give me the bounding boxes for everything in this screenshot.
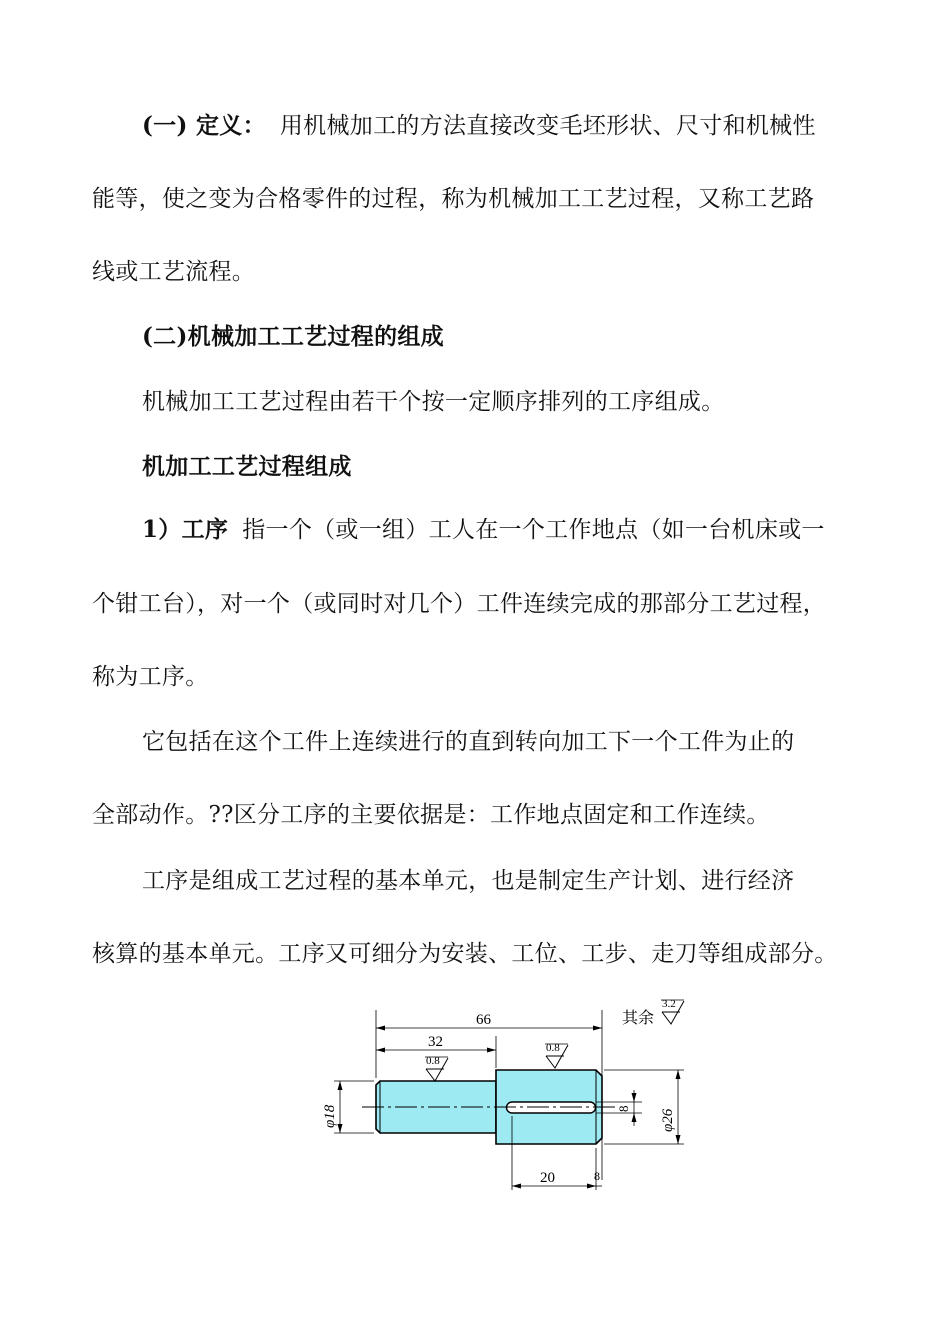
dia-small-label: φ18	[322, 1104, 338, 1128]
procedure-text-1: 指一个（或一组）工人在一个工作地点（如一台机床或一	[242, 517, 825, 543]
dim-slot-end-label: 8	[594, 1169, 600, 1183]
dim-slot-length-label: 20	[540, 1170, 555, 1186]
paragraph-definition-line-1	[142, 111, 862, 141]
definition-text-3: 线或工艺流程。	[92, 259, 256, 285]
rest-note-label: 其余	[622, 1010, 655, 1027]
dim-total-label: 66	[476, 1012, 491, 1028]
procedure-line-1	[142, 515, 862, 545]
definition-heading: (一) 定义：	[142, 112, 266, 139]
roughness-value-small: 0.8	[426, 1055, 440, 1067]
process-composition-heading: 机加工工艺过程组成	[142, 453, 352, 480]
procedure-label: 1）工序	[142, 516, 229, 543]
roughness-value-large: 0.8	[546, 1042, 560, 1054]
paragraph-5-line-1: 它包括在这个工件上连续进行的直到转向加工下一个工件为止的	[142, 729, 795, 755]
dia-large-label: φ26	[660, 1108, 676, 1132]
procedure-text-2: 个钳工台），对一个（或同时对几个）工件连续完成的那部分工艺过程，	[92, 591, 827, 617]
shaft-drawing	[300, 990, 720, 1200]
dim-small-length-label: 32	[428, 1034, 443, 1050]
composition-text: 机械加工工艺过程由若干个按一定顺序排列的工序组成。	[142, 389, 725, 415]
definition-text-1: 用机械加工的方法直接改变毛坯形状、尺寸和机械性	[279, 113, 816, 139]
paragraph-5-line-2: 全部动作。??区分工序的主要依据是：工作地点固定和工作连续。	[92, 802, 770, 828]
paragraph-6-line-2: 核算的基本单元。工序又可细分为安装、工位、工步、走刀等组成部分。	[92, 941, 838, 967]
roughness-value-general: 3.2	[662, 998, 676, 1010]
composition-heading: (二)机械加工工艺过程的组成	[142, 323, 444, 350]
paragraph-6-line-1: 工序是组成工艺过程的基本单元，也是制定生产计划、进行经济	[142, 868, 795, 894]
dim-slot-width-label: 8	[616, 1105, 631, 1112]
procedure-text-3: 称为工序。	[92, 664, 209, 690]
keyway-slot	[507, 1102, 596, 1113]
definition-text-2: 能等，使之变为合格零件的过程，称为机械加工工艺过程，又称工艺路	[92, 186, 815, 212]
